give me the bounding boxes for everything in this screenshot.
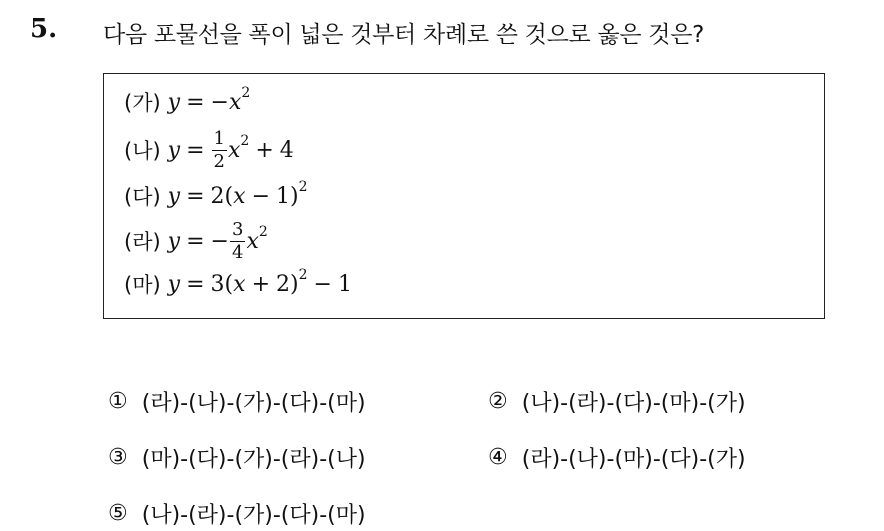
equation-expression xyxy=(167,218,268,263)
denominator: 2 xyxy=(213,150,225,172)
exponent: 2 xyxy=(298,267,308,283)
numerator: 1 xyxy=(213,127,225,149)
plus-sign: + xyxy=(251,271,270,297)
constant: 4 xyxy=(279,137,294,163)
question-number: 5. xyxy=(30,14,58,44)
choice-mark: ⑤ xyxy=(108,501,128,526)
minus-sign: − xyxy=(210,89,229,115)
choice-mark: ③ xyxy=(108,445,128,470)
equation-expression xyxy=(167,85,251,115)
question-text: 다음 포물선을 폭이 넓은 것부터 차례로 쓴 것으로 옳은 것은? xyxy=(103,22,705,48)
choice-mark: ② xyxy=(488,389,508,414)
equation-label: (나) xyxy=(124,139,161,163)
equals-sign: = xyxy=(186,228,205,254)
equation-label: (마) xyxy=(124,273,161,297)
equation-label: (다) xyxy=(124,185,161,209)
choice-mark: ④ xyxy=(488,445,508,470)
equation-na xyxy=(124,126,294,174)
choice-5[interactable] xyxy=(108,498,366,529)
choice-4[interactable] xyxy=(488,442,746,473)
minus-sign: − xyxy=(210,228,229,254)
choice-3[interactable] xyxy=(108,442,366,473)
equals-sign: = xyxy=(186,137,205,163)
fraction xyxy=(212,127,227,172)
var-x: x xyxy=(246,228,259,254)
choice-text: (나)-(라)-(다)-(마)-(가) xyxy=(521,391,746,416)
equals-sign: = xyxy=(186,183,205,209)
denominator: 4 xyxy=(231,241,244,263)
exponent: 2 xyxy=(241,85,251,101)
var-y: y xyxy=(167,89,181,115)
var-y: y xyxy=(167,183,181,209)
condition-box xyxy=(103,73,825,319)
constant: 1) xyxy=(276,183,299,209)
coefficient: 2( xyxy=(210,183,234,209)
equation-label: (라) xyxy=(124,230,161,254)
choice-text: (라)-(나)-(마)-(다)-(가) xyxy=(521,447,746,472)
choice-2[interactable] xyxy=(488,386,746,417)
exponent: 2 xyxy=(240,133,250,149)
var-x: x xyxy=(233,183,246,209)
equation-da xyxy=(124,178,308,214)
var-y: y xyxy=(167,228,181,254)
numerator: 3 xyxy=(231,218,244,240)
exponent: 2 xyxy=(258,224,268,240)
minus-sign: − xyxy=(251,183,270,209)
equation-ga xyxy=(124,84,250,120)
equation-expression xyxy=(167,179,308,209)
choice-text: (라)-(나)-(가)-(다)-(마) xyxy=(141,391,366,416)
choice-text: (나)-(라)-(가)-(다)-(마) xyxy=(141,503,366,528)
choice-mark: ① xyxy=(108,389,128,414)
choice-text: (마)-(다)-(가)-(라)-(나) xyxy=(141,447,366,472)
equation-expression xyxy=(167,267,352,297)
var-x: x xyxy=(228,89,242,115)
equation-ma xyxy=(124,266,352,302)
coefficient: 3( xyxy=(210,271,234,297)
constant: 2) xyxy=(276,271,299,297)
equation-expression xyxy=(167,127,294,172)
var-x: x xyxy=(233,271,246,297)
var-y: y xyxy=(167,137,181,163)
equation-ra xyxy=(124,214,268,268)
choice-1[interactable] xyxy=(108,386,366,417)
equation-label: (가) xyxy=(124,91,161,115)
minus-sign: − xyxy=(313,271,332,297)
fraction xyxy=(230,218,245,263)
plus-sign: + xyxy=(255,137,274,163)
var-x: x xyxy=(228,137,241,163)
equals-sign: = xyxy=(186,89,205,115)
constant: 1 xyxy=(337,271,352,297)
var-y: y xyxy=(167,271,181,297)
equals-sign: = xyxy=(186,271,205,297)
exponent: 2 xyxy=(298,179,308,195)
